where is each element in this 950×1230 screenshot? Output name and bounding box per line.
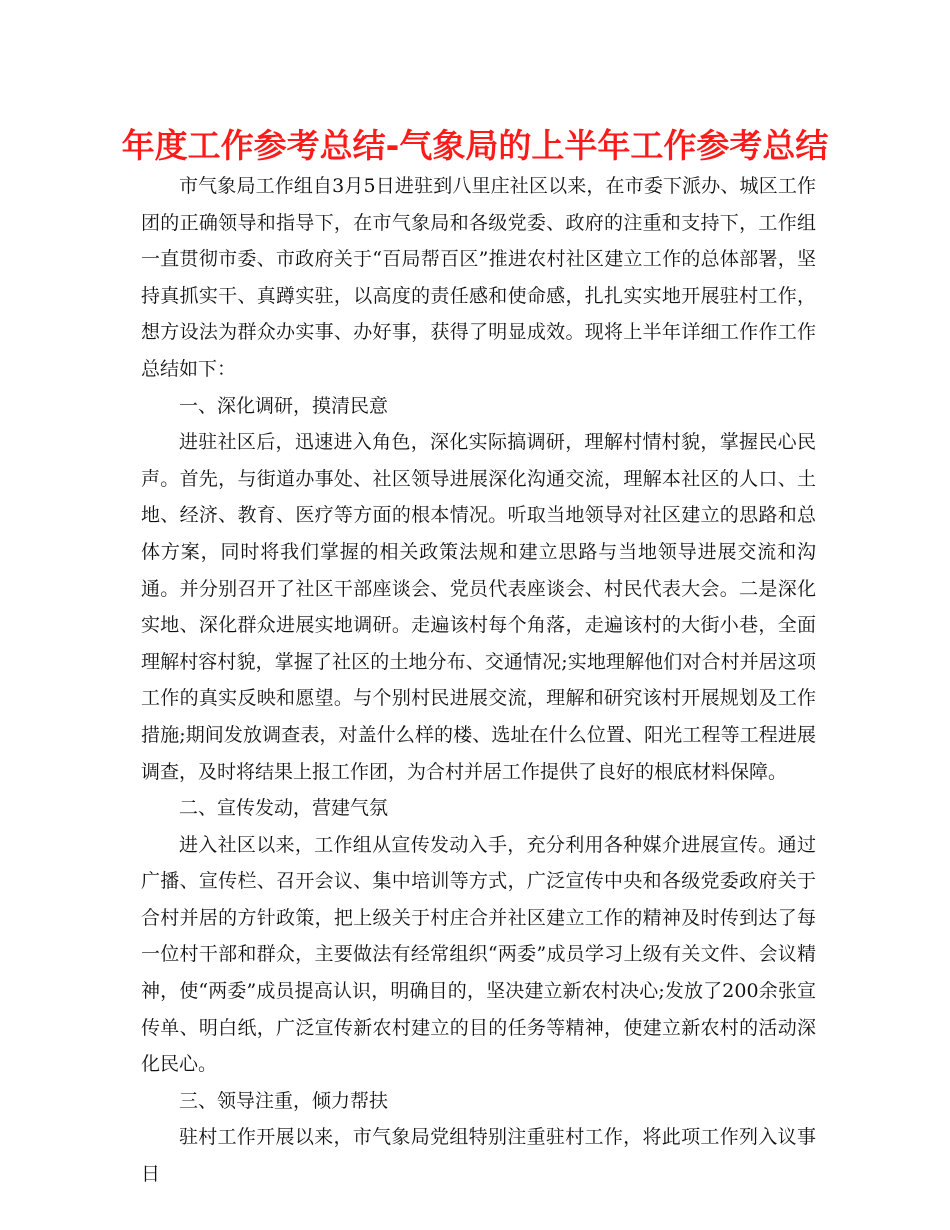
paragraph-section-3: 驻村工作开展以来，市气象局党组特别注重驻村工作，将此项工作列入议事日 bbox=[141, 1126, 816, 1186]
section-heading-1: 一、深化调研，摸清民意 bbox=[179, 394, 389, 417]
paragraph-section-2: 进入社区以来，工作组从宣传发动入手，充分利用各种媒介进展宣传。通过广播、宣传栏、召开会议、集中培训等方式，广泛宣传中央和各级党委政府关于合村并居的方针政策，把上级关于村庄合并社区建立工作的精神及时传到达了每一位村干部和群众，主要做法有经常组织“两委”成员学习上级有关文件、会议精神，使“两委”成员提高认识，明确目的，坚决建立新农村决心;发放了200余张宣传单、明白纸，广泛宣传新农村建立的目的任务等精神，使建立新农村的活动深化民心。 bbox=[141, 833, 816, 1076]
paragraph-intro: 市气象局工作组自3月5日进驻到八里庄社区以来，在市委下派办、城区工作团的正确领导和指导下，在市气象局和各级党委、政府的注重和支持下，工作组一直贯彻市委、市政府关于“百局帮百区”推进农村社区建立工作的总体部署，坚持真抓实干、真蹲实驻，以高度的责任感和使命感，扎扎实实地开展驻村工作，想方设法为群众办实事、办好事，获得了明显成效。现将上半年详细工作作工作总结如下： bbox=[141, 175, 816, 380]
paragraph-section-1: 进驻社区后，迅速进入角色，深化实际搞调研，理解村情村貌，掌握民心民声。首先，与街道办事处、社区领导进展深化沟通交流，理解本社区的人口、土地、经济、教育、医疗等方面的根本情况。听取当地领导对社区建立的思路和总体方案，同时将我们掌握的相关政策法规和建立思路与当地领导进展交流和沟通。并分别召开了社区干部座谈会、党员代表座谈会、村民代表大会。二是深化实地、深化群众进展实地调研。走遍该村每个角落，走遍该村的大街小巷，全面理解村容村貌，掌握了社区的土地分布、交通情况;实地理解他们对合村并居这项工作的真实反映和愿望。与个别村民进展交流，理解和研究该村开展规划及工作措施;期间发放调查表，对盖什么样的楼、选址在什么位置、阳光工程等工程进展调查，及时将结果上报工作团，为合村并居工作提供了良好的根底材料保障。 bbox=[141, 431, 816, 783]
document-body bbox=[141, 168, 816, 1193]
document-title: 年度工作参考总结-气象局的上半年工作参考总结 bbox=[121, 126, 829, 165]
section-heading-2: 二、宣传发动，营建气氛 bbox=[179, 797, 389, 820]
section-heading-3: 三、领导注重，倾力帮扶 bbox=[179, 1089, 389, 1112]
